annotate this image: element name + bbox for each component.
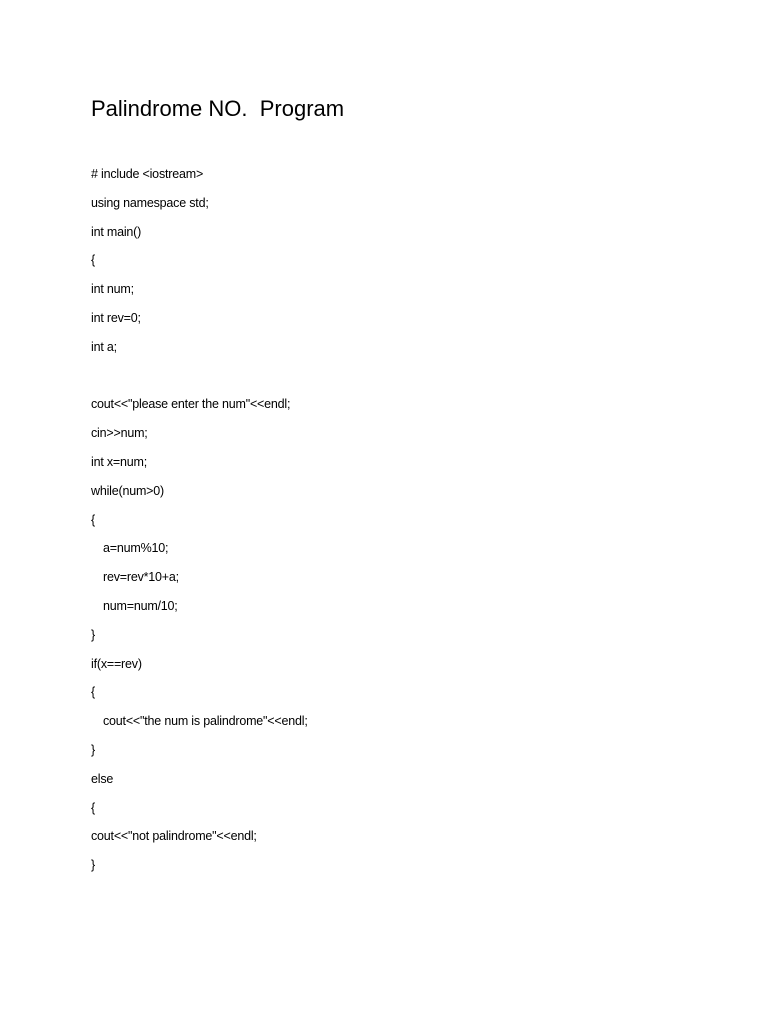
code-line: int rev=0; — [91, 310, 141, 325]
code-line: int a; — [91, 339, 117, 354]
code-line: using namespace std; — [91, 195, 209, 210]
code-line: cin>>num; — [91, 426, 148, 441]
code-line: int x=num; — [91, 454, 148, 469]
code-line: else — [91, 771, 114, 786]
code-line: int main() — [91, 224, 142, 239]
code-line: int num; — [91, 282, 134, 297]
code-line: { — [91, 512, 95, 527]
code-line: { — [91, 685, 95, 700]
code-line: a=num%10; — [103, 541, 169, 556]
code-line-blank — [91, 365, 308, 394]
code-line: { — [91, 253, 95, 268]
code-line: num=num/10; — [103, 598, 178, 613]
code-line: { — [91, 800, 95, 815]
code-line: while(num>0) — [91, 483, 164, 498]
code-line: # include <iostream> — [91, 167, 204, 181]
code-listing — [91, 163, 308, 883]
code-line: } — [91, 858, 95, 873]
code-line: cout<<"not palindrome"<<endl; — [91, 829, 257, 844]
code-line: } — [91, 742, 95, 757]
code-line: cout<<"the num is palindrome"<<endl; — [103, 714, 308, 729]
code-line: cout<<"please enter the num"<<endl; — [91, 397, 291, 412]
code-line: if(x==rev) — [91, 656, 142, 671]
code-line: } — [91, 627, 95, 642]
code-line: rev=rev*10+a; — [103, 570, 179, 585]
document-title: Palindrome NO. Program — [91, 96, 345, 121]
